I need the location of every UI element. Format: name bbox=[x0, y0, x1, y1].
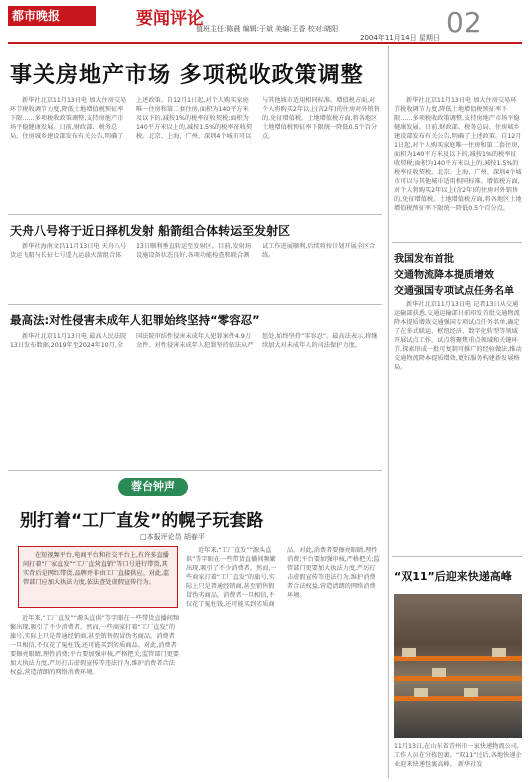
column-title[interactable]: 别打着“工厂直发”的幌子玩套路 bbox=[20, 511, 264, 531]
right-title-1[interactable]: 我国发布首批 bbox=[394, 254, 454, 265]
lead-headline[interactable]: 事关房地产市场 多项税收政策调整 bbox=[10, 63, 364, 88]
right-title-2[interactable]: 交通物流降本提质增效 bbox=[394, 270, 494, 281]
issue-date: 2004年11月14日 星期日 bbox=[360, 34, 440, 42]
right-title-3[interactable]: 交通强国专项试点任务名单 bbox=[394, 286, 514, 297]
photo-caption: 11月13日,在山东省青州市一家快递物流公司,工作人员在分拣包裹。“双11”过后,各地快递企业迎来快递包裹高峰。 新华社发 bbox=[394, 743, 522, 768]
divider bbox=[8, 304, 382, 305]
right-body: 新华社北京11月13日电 记者13日从交通运输部获悉,交通运输部日前印发首批交通物流降本提质增效交通强国专项试点任务名单,确定了在多式联运、枢纽经济、数字化转型等领域开展试点工作。试点将聚焦重点领域和关键环节,探索形成一批可复制可推广的经验做法,推动交通物流降本提质增效,更好服务构建新发展格局。 bbox=[394, 301, 522, 371]
column-body-right: 近年来,“工厂直发”“源头直供”等字眼在一些带货直播间频繁出现,吸引了不少消费者。然而,一些商家打着“工厂直发”的旗号,实际上只是普通经销商,甚至销售假冒伪劣商品。消费者一旦相信,不仅花了冤枉钱,还可能买到劣质商品。对此,消费者要擦亮眼睛,理性消费;平台要加强审核,严格把关;监管部门更要加大执法力度,严厉打击虚假宣传等违法行为,维护消费者合法权益,营造清朗的网络消费环境。 bbox=[186, 547, 380, 608]
lead-body: 新华社北京11月13日电 加大住房交易环节税收调节力度,降低土地增值税预征率下限……多项税收政策调整,支持房地产市场平稳健康发展。日前,财政部、税务总局、住房城乡建设部发布有关公告,明确了上述政策。自12月1日起,对个人购买家庭唯一住房和第二套住房,面积为140平方米及以下的,减按1%的税率征收契税;面积为140平方米以上的,减按1.5%的税率征收契税。北京、上海、广州、深圳4个城市可以与其他城市适用相同标准。增值税方面,对个人将购买2年以上(含2年)的住房对外销售的,免征增值税。土地增值税方面,将各地区土地增值税预征率下限统一降低0.5个百分点。 bbox=[10, 97, 380, 140]
parcel bbox=[492, 648, 506, 657]
section-title: 要闻评论 bbox=[136, 9, 204, 29]
parcel bbox=[464, 688, 478, 697]
column-quote: 在短视频平台,电商平台和社交平台上,有许多直播间打着“厂家直发”“工厂直营直销”等口号进行带货,其实背后是网红带货,品牌并非由工厂直接供应。对此,监管部门应加大执法力度,依法查处虚假宣传行为。 bbox=[18, 546, 178, 608]
story1-title[interactable]: 天舟八号将于近日择机发射 船箭组合体转运至发射区 bbox=[10, 224, 291, 238]
column-byline: □本报评论员 胡春平 bbox=[140, 533, 205, 541]
editor-credits: 值班主任:陈晨 编辑:于斌 美编:王香 校对:晓阳 bbox=[196, 25, 339, 33]
newspaper-logo: 都市晚报 bbox=[8, 6, 96, 26]
right-top-body: 新华社北京11月13日电 加大住房交易环节税收调节力度,降低土地增值税预征率下限……多项税收政策调整,支持房地产市场平稳健康发展。日前,财政部、税务总局、住房城乡建设部发布有关公告,明确了上述政策。自12月1日起,对个人购买家庭唯一住房和第二套住房,面积为140平方米及以下的,减按1%的税率征收契税;面积为140平方米以上的,减按1.5%的税率征收契税。北京、上海、广州、深圳4个城市可以与其他城市适用相同标准。增值税方面,对个人将购买2年以上(含2年)的住房对外销售的,免征增值税。土地增值税方面,将各地区土地增值税预征率下限统一降低0.5个百分点。 bbox=[394, 97, 522, 212]
warehouse-photo bbox=[394, 594, 522, 738]
conveyor-belt bbox=[394, 676, 522, 681]
masthead-rule bbox=[8, 42, 522, 44]
photo-title[interactable]: “双11”后迎来快递高峰 bbox=[394, 570, 512, 583]
column-divider bbox=[388, 46, 389, 778]
parcel bbox=[414, 688, 428, 697]
divider bbox=[392, 556, 522, 557]
story2-body: 新华社北京11月13日电 最高人民法院13日发布数据,2019年至2024年10月,全国法院审结性侵害未成年人犯罪案件4.9万余件。对性侵害未成年人犯罪坚持依法从严惩处,始终坚持“零容忍”。最高法表示,将继续加大对未成年人的司法保护力度。 bbox=[10, 333, 378, 349]
divider bbox=[8, 470, 382, 471]
column-brand: 蓉台钟声 bbox=[118, 478, 188, 496]
column-body-left: 近年来,“工厂直发”“源头直供”等字眼在一些带货直播间频繁出现,吸引了不少消费者。然而,一些商家打着“工厂直发”的旗号,实际上只是普通经销商,甚至销售假冒伪劣商品。消费者一旦相信,不仅花了冤枉钱,还可能买到劣质商品。对此,消费者要擦亮眼睛,理性消费;平台要加强审核,严格把关;监管部门更要加大执法力度,严厉打击虚假宣传等违法行为,维护消费者合法权益,营造清朗的网络消费环境。 bbox=[10, 615, 180, 676]
parcel bbox=[402, 648, 416, 657]
divider bbox=[8, 214, 382, 215]
story1-body: 新华社海南文昌11月13日电 天舟八号货运飞船与长征七号遥九运载火箭组合体13日顺利垂直转运至发射区。目前,发射场设施设备状态良好,各项功能检查和联合测试工作进展顺利,后续将按计划开展全区合练。 bbox=[10, 243, 376, 259]
story2-title[interactable]: 最高法:对性侵害未成年人犯罪始终坚持“零容忍” bbox=[10, 313, 260, 327]
page-number: 02 bbox=[446, 6, 482, 39]
divider bbox=[392, 242, 522, 243]
parcel bbox=[432, 668, 446, 677]
